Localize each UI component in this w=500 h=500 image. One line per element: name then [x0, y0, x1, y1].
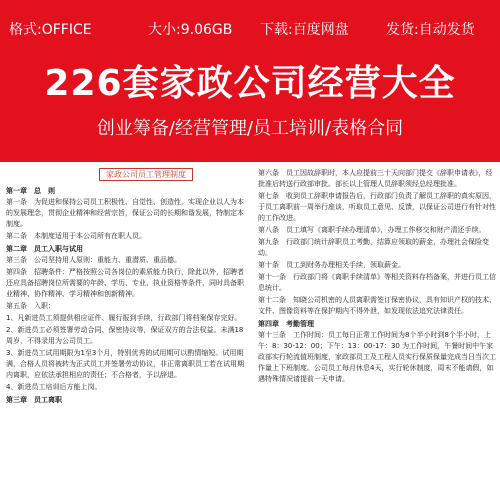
banner-subtitle: 创业筹备/经营管理/员工培训/表格合同 [96, 118, 404, 139]
document-paragraph: 4、新进员工培训后方能上岗。 [6, 383, 102, 391]
document-paragraph: 第二条 本制度适用于本公司所有在职人员。 [6, 232, 146, 240]
document-paragraph: 2、新进员工必须签署劳动合同、保密协议等，保证双方的合法权益。未满18周岁，不得录用为公司员工。 [6, 326, 244, 345]
promo-banner [0, 0, 500, 162]
document-preview [0, 162, 500, 500]
document-paragraph: 第九条 行政部门统计辞职员工考勤，结算应领取的薪金，办理社会保险变动。 [258, 238, 489, 257]
document-paragraph: 第十条 员工到财务办理相关手续，领取薪金。 [258, 261, 405, 269]
document-paragraph: 第一条 为促进和保持公司员工积极性、自觉性、创造性，实现企业以人为本的发展理念，贯彻企业精神和经营宗旨，保证公司的长期和谐发展，特制定本制度。 [6, 198, 244, 228]
document-paragraph: 第三条 公司坚持用人原则：重能力、重潜质、重品德。 [6, 256, 181, 264]
document-right-column [258, 168, 498, 498]
chapter-heading: 第三章 员工离职 [6, 396, 62, 404]
format-label: 格式:OFFICE [9, 22, 92, 38]
document-title-wrap [6, 168, 246, 182]
chapter-heading: 第二章 员工入职与试用 [6, 245, 83, 253]
chapter-heading: 第四章 考勤管理 [258, 320, 314, 328]
size-label: 大小:9.06GB [148, 22, 233, 38]
document-paragraph: 第六条 员工因故辞职时，本人应提前三十天向部门提交《辞职申请表》，经批准后转送行政部审批。部长以上管理人员辞职须经总经理批准。 [258, 169, 493, 188]
delivery-label: 发货:自动发货 [386, 22, 475, 38]
download-label: 下载:百度网盘 [260, 22, 349, 38]
document-paragraph: 第十三条 工作时间：员工每日正常工作时间为8个半小时到8个半小时，上午：8：30-12：00；下午：13：00-17：30 为工作时间，午餐时间中午家政部实行轮流值班制度，家政部员工及工程人员实行保质保量完成当日当次工作量上下班制度。公司员工每月休息4天，实行轮休制度，周末不能请假，如遇特殊情况请提前一天申请。 [258, 331, 496, 383]
document-paragraph: 第五条 入职： [6, 302, 55, 310]
document-paragraph: 第十一条 行政部门将《离职手续清单》等相关资料存档备案，并进行员工信息统计。 [258, 273, 496, 292]
document-left-column [6, 168, 246, 498]
document-paragraph: 第八条 员工填写《离职手续办理清单》，办理工作移交和财产清还手续。 [258, 226, 486, 234]
info-row [0, 18, 500, 42]
document-title: 家政公司员工管理制度 [99, 168, 193, 181]
document-paragraph: 1、凡新进员工须提供相应证件、履行报到手续，行政部门将档案保存完好。 [6, 314, 242, 322]
document-paragraph: 第十二条 知晓公司机密的人员离职需签订保密协议，具有知识产权的技术、文件、图像资料等在保护期内不得外泄，如发现依法追究法律责任。 [258, 296, 496, 315]
document-paragraph: 3、新进员工试用期限为1至3个月，特别优秀的试用期可以酌情缩短。试用期满，合格人员将被转为正式员工并签署劳动协议，非正常离职员工若在试用期内离职，应依法承担相应的责任；不合格者，予以辞退。 [6, 349, 244, 379]
document-paragraph: 第七条 收到员工辞职申请报告后，行政部门负责了解员工辞职的真实原因，于员工离职前一周举行座谈，听取员工意见、反馈，以保证公司进行有针对性的工作改进。 [258, 192, 496, 222]
chapter-heading: 第一章 总 则 [6, 187, 55, 195]
banner-title: 226套家政公司经营大全 [44, 63, 456, 104]
document-paragraph: 第四条 招聘条件：严格按照公司各岗位的素质能力执行，除此以外，招聘者还应具备招聘岗位所需要的年龄、学历、专业、执业资格等条件，同时具备职业精神、协作精神、学习精神和创新精神。 [6, 268, 244, 298]
